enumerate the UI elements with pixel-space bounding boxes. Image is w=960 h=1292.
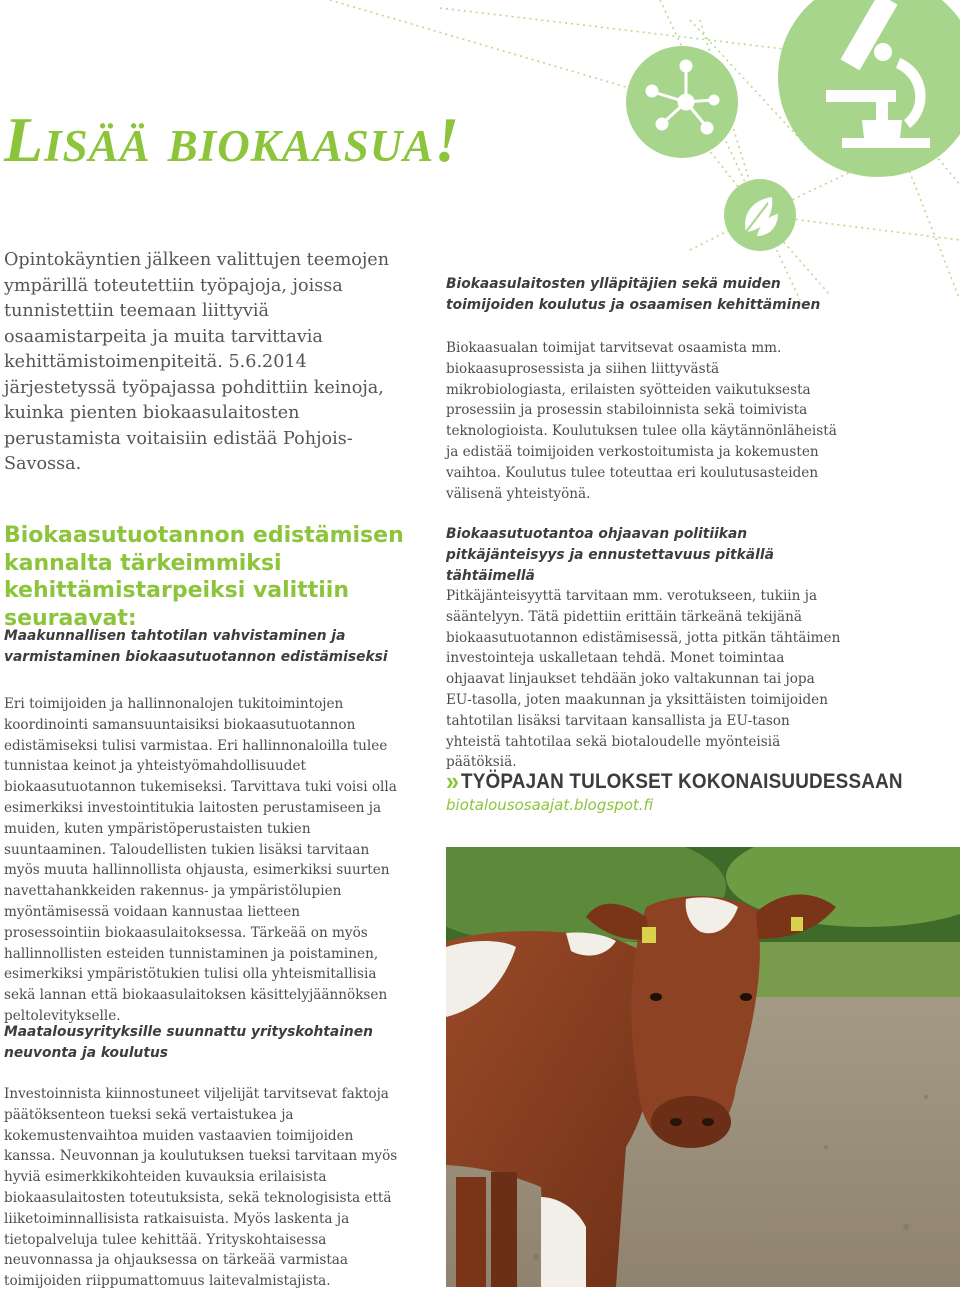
results-heading-label: TYÖPAJAN TULOKSET KOKONAISUUDESSAAN — [461, 770, 903, 793]
section-heading-neuvonta: Maatalousyrityksille suunnattu yrityskohtainen neuvonta ja koulutus — [4, 1024, 373, 1061]
section-text-tahtotila: Eri toimijoiden ja hallinnonalojen tukitoimintojen koordinointi samansuuntaisiksi biokaasutuotannon edistämiseksi tulisi varmistaa. Eri hallinnonaloilla tulee tunnistaa keinot ja yhteistyömahdollisuudet biokaasutuotannon tukemiseksi. Tarvittava tuki voisi olla esimerkiksi investointitukia laitosten perustamiseen ja muiden, kuten ympäristöperustaisten tukien suuntaaminen. Taloudellisten tukien lisäksi tarvitaan myös muuta hallinnollista ohjausta, esimerkiksi suurten navettahankkeiden rakennus- ja ympäristölupien myöntämisessä voidaan kannustaa lietteen prosessointiin biokaasulaitoksessa. Tärkeää on myös hallinnollisten esteiden tunnistaminen ja poistaminen, esimerkiksi ympäristötukien tulisi olla yhteismitallisia sekä lannan että biokaasulaitoksen käsittelyjäännöksen peltolevitykselle. — [4, 696, 397, 1024]
leaf-icon — [724, 179, 796, 251]
section-text-neuvonta: Investoinnista kiinnostuneet viljelijät tarvitsevat faktoja päätöksenteon tueksi sekä vertaistukea ja kokemustenvaihtoa muiden vastaavien toimijoiden kanssa. Neuvonnan ja koulutuksen tueksi tarvitaan myös hyviä esimerkkikohteiden kuvauksia erilaisista biokaasulaitosten toteutuksista, sekä teknologisista että liiketoiminnallisista ratkaisuista. Myös laskenta ja tietopalveluja tulee kehittää. Yrityskohtaisessa neuvonnassa ja ohjauksessa on tärkeää varmistaa toimijoiden riippumattomuus laitevalmistajista. — [4, 1086, 398, 1290]
cow-photo — [446, 847, 960, 1287]
molecule-icon — [626, 46, 738, 158]
blog-link[interactable]: biotalousosaajat.blogspot.fi — [446, 796, 654, 814]
main-heading: Biokaasutuotannon edistämisen kannalta tärkeimmiksi kehittämistarpeiksi valittiin seuraavat: — [4, 523, 404, 631]
results-heading — [446, 766, 903, 797]
chevron-right-icon: » — [446, 766, 460, 796]
intro-paragraph — [4, 248, 404, 478]
intro-text: Opintokäyntien jälkeen valittujen teemojen ympärillä toteutettiin työpajoja, joissa tunnistettiin teemaan liittyviä osaamistarpeita ja muita tarvittavia kehittämistoimenpiteitä. 5.6.2014 järjestetyssä työpajassa pohdittiin keinoja, kuinka pienten biokaasulaitosten perustamista voitaisiin edistää Pohjois-Savossa. — [4, 250, 390, 474]
section-text-koulutus: Biokaasualan toimijat tarvitsevat osaamista mm. biokaasuprosessista ja siihen liittyvästä mikrobiologiasta, erilaisten syötteiden vaikutuksesta prosessiin ja prosessin stabiloinnista sekä toimivista teknologioista. Koulutuksen tulee olla käytännönläheistä ja edistää toimijoiden verkostoitumista ja kokemusten vaihtoa. Koulutus tulee toteuttaa eri koulutusasteiden välisenä yhteistyönä. — [446, 340, 837, 502]
page-title: Lisää biokaasua! — [4, 104, 461, 175]
section-heading-koulutus: Biokaasulaitosten ylläpitäjien sekä muiden toimijoiden koulutus ja osaamisen kehittäminen — [446, 276, 821, 313]
section-heading-politiikka: Biokaasutuotantoa ohjaavan politiikan pitkäjänteisyys ja ennustettavuus pitkällä tähtäimellä — [446, 526, 774, 584]
microscope-icon — [778, 0, 960, 177]
section-text-politiikka: Pitkäjänteisyyttä tarvitaan mm. verotukseen, tukiin ja sääntelyyn. Tätä pidettiin erittäin tärkeänä tekijänä biokaasutuotannon edistämisessä, jotta pitkän tähtäimen investointeja uskalletaan tehdä. Monet toimintaa ohjaavat linjaukset tehdään joko valtakunnan tai jopa EU-tasolla, joten maakunnan ja yksittäisten toimijoiden tahtotilan lisäksi tarvitaan kansallista ja EU-tason yhteistä tahtotilaa sekä biotaloudelle myönteisiä päätöksiä. — [446, 588, 841, 771]
section-heading-tahtotila: Maakunnallisen tahtotilan vahvistaminen ja varmistaminen biokaasutuotannon edistämiseksi — [4, 628, 388, 665]
